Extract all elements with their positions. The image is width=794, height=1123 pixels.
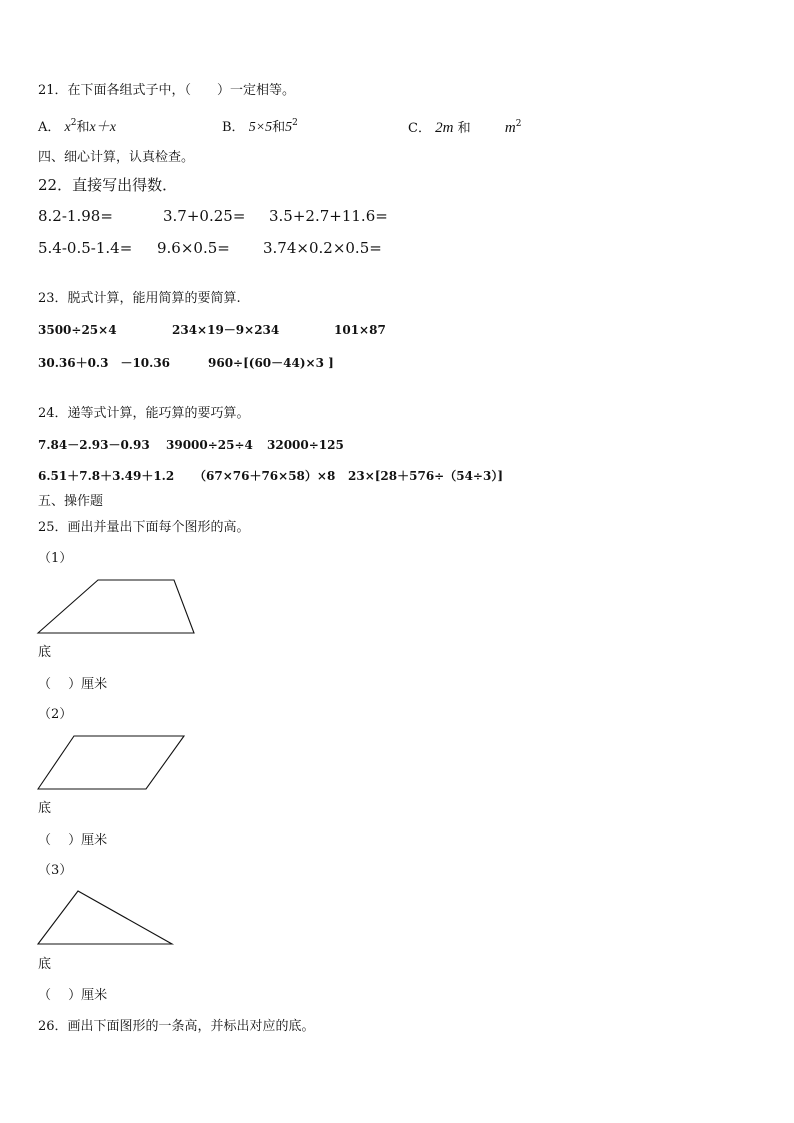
question-21-option-b[interactable] [222,120,298,136]
option-c-expr1: 2m [435,120,454,136]
option-c-he: 和 [457,121,471,136]
section-5-heading: 五、操作题 [38,494,104,509]
figure-1-label: （1） [38,551,73,566]
option-a-letter: A． [38,120,61,135]
question-21-option-a[interactable] [38,120,116,136]
q22-row1-item2: 3.7+0.25= [163,207,246,225]
option-c-exponent: 2 [515,119,522,129]
q23-row1-item2: 234×19－9×234 [172,323,280,337]
figure-3-label: （3） [38,863,73,878]
parallelogram-shape [38,736,184,789]
q24-row1-item1: 7.84－2.93－0.93 [38,438,150,452]
option-a-he: 和 [76,120,90,135]
triangle-shape [38,891,172,944]
option-b-base: 5 [285,120,293,135]
question-23-stem: 23．脱式计算，能用简算的要简算. [38,291,241,306]
question-24-stem: 24．递等式计算，能巧算的要巧算。 [38,406,250,421]
question-21-option-c[interactable] [408,120,521,137]
option-a-exponent: 2 [70,118,77,128]
q23-row2-item2: 960÷[(60－44)×3 ] [208,356,334,370]
figure-3-answer-blank[interactable]: （ ）厘米 [38,988,108,1003]
q24-row2-item2: （67×76＋76×58）×8 [194,469,336,483]
option-a-expr2: x＋x [89,120,116,135]
question-25-stem: 25．画出并量出下面每个图形的高。 [38,520,250,535]
question-26-stem: 26．画出下面图形的一条高，并标出对应的底。 [38,1019,315,1034]
figure-2-base-label: 底 [38,801,52,816]
option-a-x: x [64,120,71,135]
option-c-m: m [504,120,516,136]
section-4-heading: 四、细心计算，认真检查。 [38,150,195,165]
q24-row1-item3: 32000÷125 [267,438,344,452]
figure-3-base-label: 底 [38,957,52,972]
q24-row2-item1: 6.51＋7.8＋3.49＋1.2 [38,469,175,483]
q22-row2-item3: 3.74×0.2×0.5= [263,239,382,257]
q22-row2-item2: 9.6×0.5= [157,239,230,257]
trapezoid-figure[interactable] [36,578,198,636]
q23-row1-item1: 3500÷25×4 [38,323,117,337]
q22-row1-item1: 8.2-1.98= [38,207,113,225]
option-b-letter: B． [222,120,245,135]
figure-1-base-label: 底 [38,645,52,660]
option-c-letter: C． [408,121,431,136]
figure-1-answer-blank[interactable]: （ ）厘米 [38,677,108,692]
question-21-stem: 21．在下面各组式子中，（ ）一定相等。 [38,83,296,98]
q22-row2-item1: 5.4-0.5-1.4= [38,239,133,257]
figure-2-answer-blank[interactable]: （ ）厘米 [38,833,108,848]
option-b-he: 和 [272,120,286,135]
question-22-stem: 22．直接写出得数． [38,176,178,194]
option-b-exponent: 2 [292,118,298,128]
q23-row1-item3: 101×87 [334,323,386,337]
parallelogram-figure[interactable] [36,734,186,792]
trapezoid-shape [38,580,194,633]
option-b-expr1: 5×5 [248,120,273,135]
q24-row1-item2: 39000÷25÷4 [166,438,253,452]
figure-2-label: （2） [38,707,73,722]
q22-row1-item3: 3.5+2.7+11.6= [269,207,388,225]
q23-row2-item1: 30.36＋0.3 －10.36 [38,356,171,370]
q24-row2-item3: 23×[28＋576÷（54÷3）] [348,469,504,483]
triangle-figure[interactable] [36,889,176,947]
